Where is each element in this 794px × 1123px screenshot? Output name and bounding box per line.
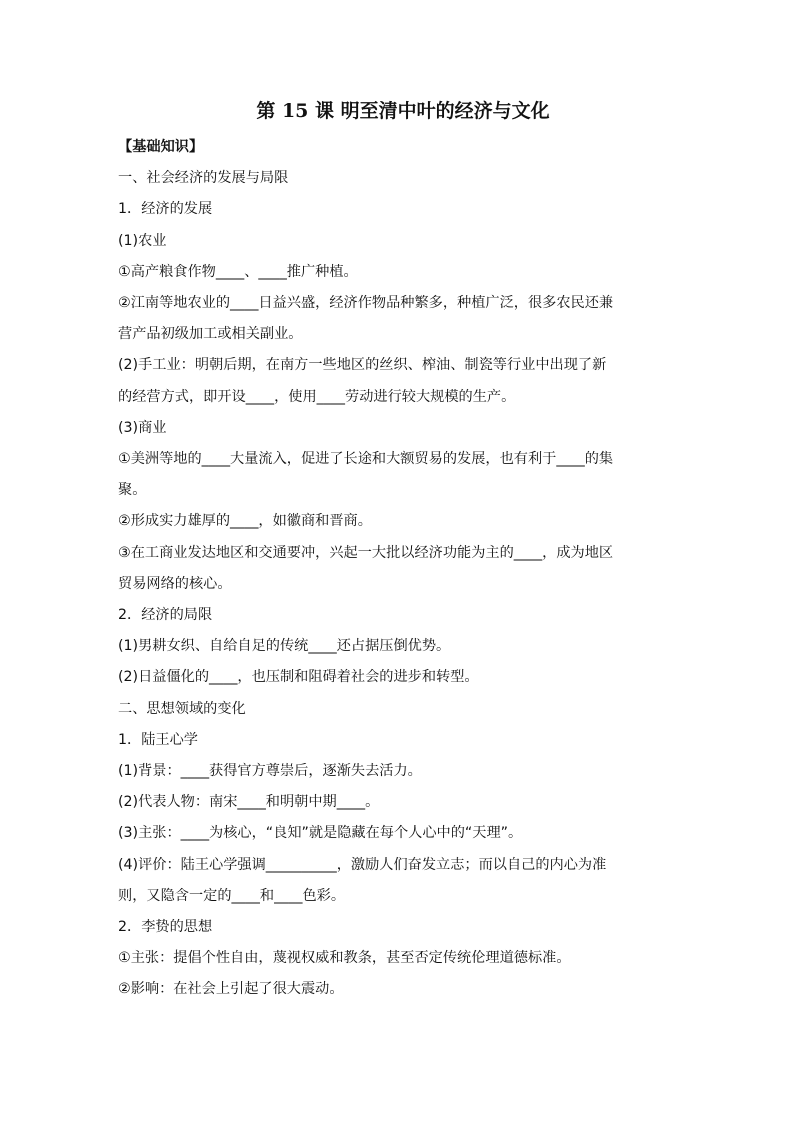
text-line: ③在工商业发达地区和交通要冲，兴起一大批以经济功能为主的____，成为地区 — [118, 544, 614, 561]
text-line: (4)评价：陆王心学强调__________，激励人们奋发立志；而以自己的内心为准 — [118, 856, 607, 873]
text-line: ①高产粮食作物____、____推广种植。 — [118, 263, 358, 280]
text-line: 营产品初级加工或相关副业。 — [118, 326, 303, 343]
subheading-economy-development: 1．经济的发展 — [118, 201, 213, 218]
item-agriculture: (1)农业 — [118, 232, 167, 249]
heading-part-one: 一、社会经济的发展与局限 — [118, 170, 289, 187]
text-line: ①主张：提倡个性自由，蔑视权威和教条，甚至否定传统伦理道德标准。 — [118, 950, 571, 967]
text-line: (3)主张：____为核心，“良知”就是隐藏在每个人心中的“天理”。 — [118, 825, 523, 842]
text-line: 贸易网络的核心。 — [118, 575, 232, 592]
subheading-lu-wang-xinxue: 1．陆王心学 — [118, 731, 198, 748]
subheading-li-zhi: 2．李贽的思想 — [118, 919, 213, 936]
subheading-economy-limits: 2．经济的局限 — [118, 607, 213, 624]
item-commerce: (3)商业 — [118, 419, 167, 436]
text-line: 的经营方式，即开设____，使用____劳动进行较大规模的生产。 — [118, 388, 516, 405]
document-page — [118, 96, 688, 1006]
text-line: (2)代表人物：南宋____和明朝中期____。 — [118, 794, 380, 811]
text-line: ②影响：在社会上引起了很大震动。 — [118, 981, 344, 998]
text-line: ①美洲等地的____大量流入，促进了长途和大额贸易的发展，也有利于____的集 — [118, 451, 614, 468]
lesson-title: 第 15 课 明至清中叶的经济与文化 — [256, 100, 550, 122]
text-line: (2)日益僵化的____，也压制和阻碍着社会的进步和转型。 — [118, 669, 479, 686]
text-line: 聚。 — [118, 482, 147, 499]
text-line: ②形成实力雄厚的____，如徽商和晋商。 — [118, 513, 372, 530]
item-handicraft: (2)手工业：明朝后期，在南方一些地区的丝织、榨油、制瓷等行业中出现了新 — [118, 357, 607, 374]
section-label-basic-knowledge: 【基础知识】 — [118, 139, 204, 155]
text-line: 则，又隐含一定的____和____色彩。 — [118, 887, 346, 904]
text-line: ②江南等地农业的____日益兴盛，经济作物品种繁多，种植广泛，很多农民还兼 — [118, 295, 614, 312]
text-line: (1)男耕女织、自给自足的传统____还占据压倒优势。 — [118, 638, 451, 655]
text-line: (1)背景：____获得官方尊崇后，逐渐失去活力。 — [118, 763, 422, 780]
heading-part-two: 二、思想领域的变化 — [118, 700, 246, 717]
